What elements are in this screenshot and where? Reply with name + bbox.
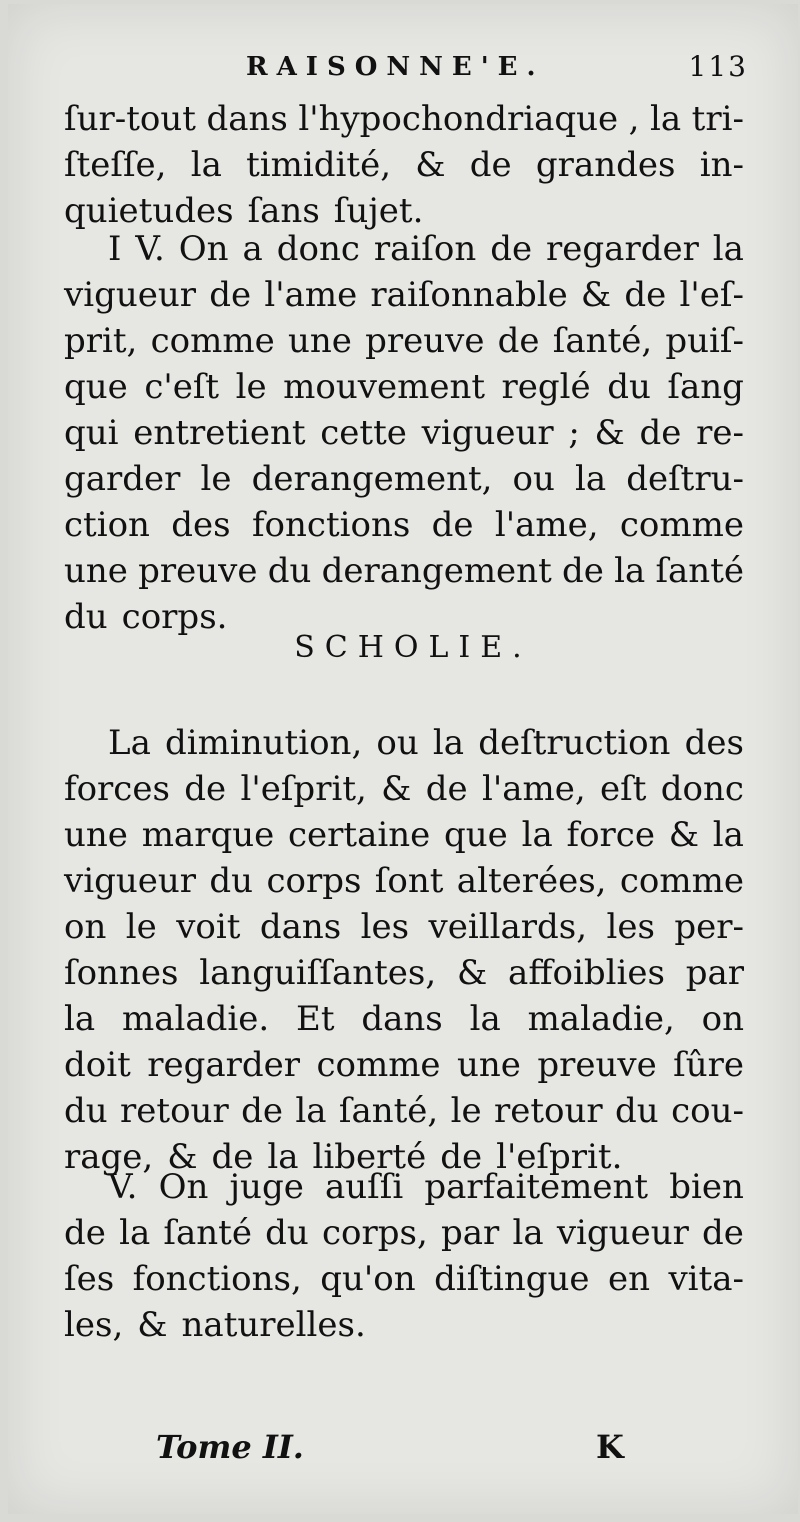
text-line: ſur-tout dans l'hypochondriaque , la tri- xyxy=(64,99,744,139)
scholie-heading: SCHOLIE. xyxy=(294,630,532,665)
text-line: les, & naturelles. xyxy=(64,1305,366,1345)
text-line: quietudes ſans ſujet. xyxy=(64,191,424,231)
paragraph-article-v xyxy=(64,1164,744,1348)
text-line: garder le derangement, ou la deſtru- xyxy=(64,459,744,499)
text-line: une preuve du derangement de la ſanté xyxy=(64,551,744,591)
signature-line: Tome II. xyxy=(156,1428,304,1466)
page-number: 113 xyxy=(688,50,748,83)
text-line: que c'eſt le mouvement reglé du ſang xyxy=(64,367,744,407)
text-line: la maladie. Et dans la maladie, on xyxy=(64,999,744,1039)
book-page xyxy=(8,4,798,1514)
text-line: rage, & de la liberté de l'eſprit. xyxy=(64,1137,623,1177)
text-line: de la ſanté du corps, par la vigueur de xyxy=(64,1213,744,1253)
gathering-mark: K xyxy=(596,1428,624,1466)
running-head: RAISONNE'E. xyxy=(246,52,545,82)
text-line: du corps. xyxy=(64,597,228,637)
text-line: ſonnes languiſſantes, & affoiblies par xyxy=(64,953,744,993)
text-line: vigueur du corps ſont alterées, comme xyxy=(64,861,744,901)
text-line: une marque certaine que la force & la xyxy=(64,815,744,855)
paragraph-scholie xyxy=(64,720,744,1180)
text-line: I V. On a donc raiſon de regarder la xyxy=(108,229,744,269)
text-line: ction des fonctions de l'ame, comme xyxy=(64,505,744,545)
text-line: qui entretient cette vigueur ; & de re- xyxy=(64,413,744,453)
text-line: ſteſſe, la timidité, & de grandes in- xyxy=(64,145,744,185)
text-line: vigueur de l'ame raiſonnable & de l'eſ- xyxy=(64,275,744,315)
text-line: prit, comme une preuve de ſanté, puiſ- xyxy=(64,321,744,361)
paragraph-continuation xyxy=(64,96,744,234)
text-line: du retour de la ſanté, le retour du cou- xyxy=(64,1091,744,1131)
text-line: doit regarder comme une preuve ſûre xyxy=(64,1045,744,1085)
text-line: La diminution, ou la deſtruction des xyxy=(108,723,744,763)
text-line: ſes fonctions, qu'on diſtingue en vita- xyxy=(64,1259,744,1299)
text-line: forces de l'eſprit, & de l'ame, eſt donc xyxy=(64,769,744,809)
page-header xyxy=(8,50,798,90)
paragraph-article-iv xyxy=(64,226,744,640)
text-line: V. On juge auſſi parfaitement bien xyxy=(108,1167,744,1207)
text-line: on le voit dans les veillards, les per- xyxy=(64,907,744,947)
page-footer xyxy=(8,1428,798,1478)
